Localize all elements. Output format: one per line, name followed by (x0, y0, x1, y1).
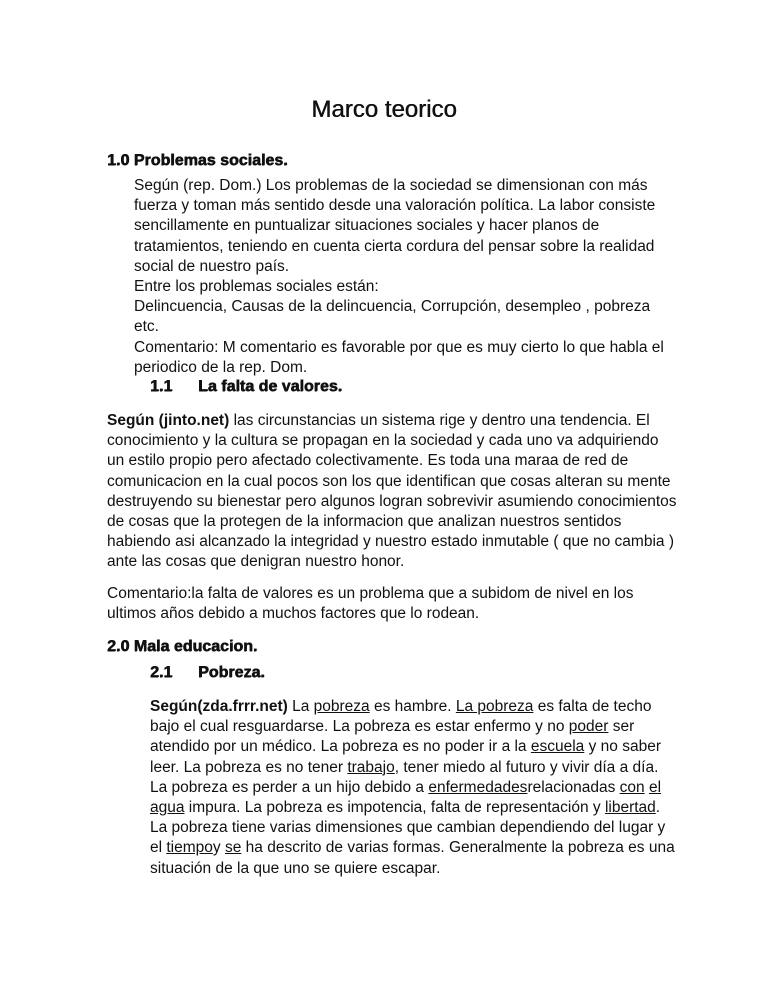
text-line: bajo el cual resguardarse. La pobreza es estar enfermo y no poder ser (150, 718, 635, 736)
text-line: un estilo propio pero afectado colectivamente. Es toda una maraa de red de (107, 452, 629, 470)
text-line: de cosas que la protegen de la informacion que analizan nuestros sentidos (107, 513, 622, 531)
subsection-number: 1.1 (150, 378, 173, 395)
text-line: Delincuencia, Causas de la delincuencia, Corrupción, desempleo , pobreza (134, 298, 651, 316)
page-title: Marco teorico (311, 96, 457, 123)
subsection-heading-falta-de-valores (150, 378, 342, 396)
text-line: Según (jinto.net) las circunstancias un sistema rige y dentro una tendencia. El (107, 412, 650, 429)
subsection-heading-pobreza (150, 664, 265, 682)
link-pobreza[interactable]: pobreza (313, 698, 370, 715)
link-poder[interactable]: poder (568, 718, 609, 736)
link-escuela[interactable]: escuela (530, 738, 585, 756)
section-falta-de-valores-body (107, 411, 677, 573)
text-line: habiendo asi alcanzado la integridad y nuestro estado inmutable ( que no cambia ) (107, 533, 674, 551)
text-line: leer. La pobreza es no tener trabajo, tener miedo al futuro y vivir día a día. (150, 758, 659, 776)
source-citation: Según (jinto.net) (107, 412, 230, 429)
link-libertad[interactable]: libertad (604, 799, 656, 817)
section-problemas-sociales-body (134, 176, 664, 378)
comment-falta-de-valores (107, 584, 633, 624)
link-tiempo[interactable]: tiempo (166, 839, 213, 857)
section-heading-mala-educacion: 2.0 Mala educacion. (107, 638, 258, 655)
subsection-title: La falta de valores. (198, 378, 343, 395)
text-line: agua impura. La pobreza es impotencia, falta de representación y libertad. (150, 799, 661, 817)
link-la-pobreza[interactable]: La pobreza (455, 698, 534, 715)
text-line: Según (rep. Dom.) Los problemas de la sociedad se dimensionan con más (134, 177, 648, 194)
text-line: La pobreza es perder a un hijo debido a enfermedadesrelacionadas con el (150, 778, 662, 796)
text-line: ultimos años debido a muchos factores que lo rodean. (107, 605, 480, 623)
text-line: conocimiento y la cultura se propagan en la sociedad y cada uno va adquiriendo (107, 432, 659, 450)
subsection-title: Pobreza. (198, 664, 265, 681)
text-line: Según(zda.frrr.net) La pobreza es hambre. La pobreza es falta de techo (150, 698, 652, 715)
source-citation: Según(zda.frrr.net) (150, 698, 288, 715)
text-line: Comentario: M comentario es favorable por que es muy cierto lo que habla el (134, 338, 664, 356)
link-trabajo[interactable]: trabajo (347, 758, 395, 776)
link-el[interactable]: el (648, 778, 662, 796)
link-enfermedades[interactable]: enfermedades (428, 778, 528, 796)
link-agua[interactable]: agua (150, 799, 185, 817)
text-line: fuerza y toman más sentido desde una valoración política. La labor consiste (134, 197, 656, 215)
text-line: comunicacion en la cual pocos son los que identifican que cosas alteran su mente (107, 472, 671, 490)
text-line: sencillamente en puntualizar situaciones sociales y hacer planos de (134, 217, 600, 235)
text-line: Entre los problemas sociales están: (134, 278, 379, 296)
link-con[interactable]: con (619, 778, 645, 796)
text-line: social de nuestro país. (134, 257, 290, 275)
text-line: periodico de la rep. Dom. (134, 358, 308, 376)
section-heading-problemas-sociales: 1.0 Problemas sociales. (107, 152, 288, 169)
text-line: Comentario:la falta de valores es un problema que a subidom de nivel en los (107, 585, 634, 602)
text-line: tratamientos, teniendo en cuenta cierta cordura del pensar sobre la realidad (134, 237, 655, 255)
text-line: el tiempoy se ha descrito de varias formas. Generalmente la pobreza es una (150, 839, 675, 857)
subsection-number: 2.1 (150, 664, 173, 681)
text-line: atendido por un médico. La pobreza es no poder ir a la escuela y no saber (150, 738, 661, 756)
text-line: situación de la que uno se quiere escapar. (150, 859, 441, 877)
link-se[interactable]: se (224, 839, 242, 857)
section-pobreza-body (150, 697, 675, 879)
text-line: etc. (134, 318, 159, 336)
text-line: ante las cosas que denigran nuestro honor. (107, 553, 405, 571)
text-line: La pobreza tiene varias dimensiones que cambian dependiendo del lugar y (150, 819, 666, 837)
text-line: destruyendo su bienestar pero algunos logran sobrevivir asumiendo conocimientos (107, 492, 677, 510)
